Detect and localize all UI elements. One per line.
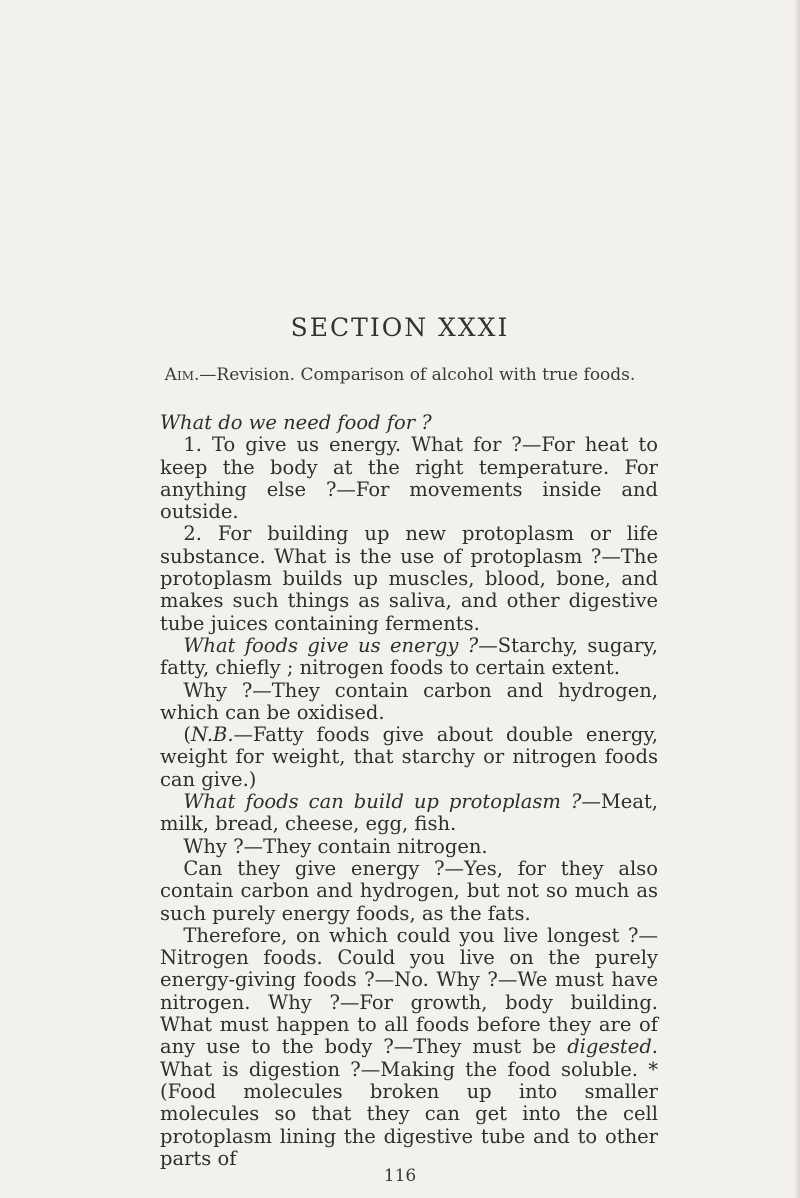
paragraph: What foods give us energy ?—Starchy, sugary, fatty, chiefly ; nitrogen foods to certain extent. — [160, 633, 658, 680]
digested-italic: digested. — [567, 1035, 658, 1059]
aim-dash: — — [199, 365, 217, 385]
paragraph: Therefore, on which could you live longest ?—Nitrogen foods. Could you live on the purely energy-giving foods ?—No. Why ?—We must have nitrogen. Why ?—For growth, body building. What must happen to all foods before they are of any use to the body ?—They must be digested. What is digestion ?—Making the food soluble. * (Food molecules broken up into smaller molecules so that they can get into the cell protoplasm lining the digestive tube and to other parts of — [160, 923, 658, 1170]
aim-text: Revision. Comparison of alcohol with true foods. — [216, 365, 636, 385]
paragraph: (N.B.—Fatty foods give about double energy, weight for weight, that starchy or nitrogen foods can give.) — [160, 723, 658, 791]
paragraph: Can they give energy ?—Yes, for they also contain carbon and hydrogen, but not so much as such purely energy foods, as the fats. — [160, 856, 658, 925]
aim-line — [0, 365, 800, 385]
nb-italic: N.B. — [191, 723, 234, 747]
paragraph: 1. To give us energy. What for ?—For heat to keep the body at the right temperature. For anything else ?—For movements inside and outside. — [160, 433, 658, 524]
paragraph: What foods can build up protoplasm ?—Meat, milk, bread, cheese, egg, fish. — [160, 790, 658, 836]
paragraph: Why ?—They contain carbon and hydrogen, which can be oxidised. — [160, 678, 658, 724]
question-italic: What foods can build up protoplasm ? — [183, 790, 582, 814]
page-edge-shadow — [794, 0, 800, 1198]
question-italic: What do we need food for ? — [160, 411, 432, 434]
paragraph: 2. For building up new protoplasm or life substance. What is the use of protoplasm ?—The protoplasm builds up muscles, blood, bone, and makes such things as saliva, and other digestive tube juices containing ferments. — [160, 522, 658, 635]
section-heading: SECTION XXXI — [290, 313, 510, 342]
body-text — [160, 412, 658, 1170]
page-number: 116 — [383, 1166, 417, 1186]
paragraph — [160, 412, 658, 434]
aim-label: Aim. — [164, 365, 200, 385]
paragraph: Why ?—They contain nitrogen. — [183, 834, 488, 858]
question-italic: What foods give us energy ? — [183, 633, 479, 657]
